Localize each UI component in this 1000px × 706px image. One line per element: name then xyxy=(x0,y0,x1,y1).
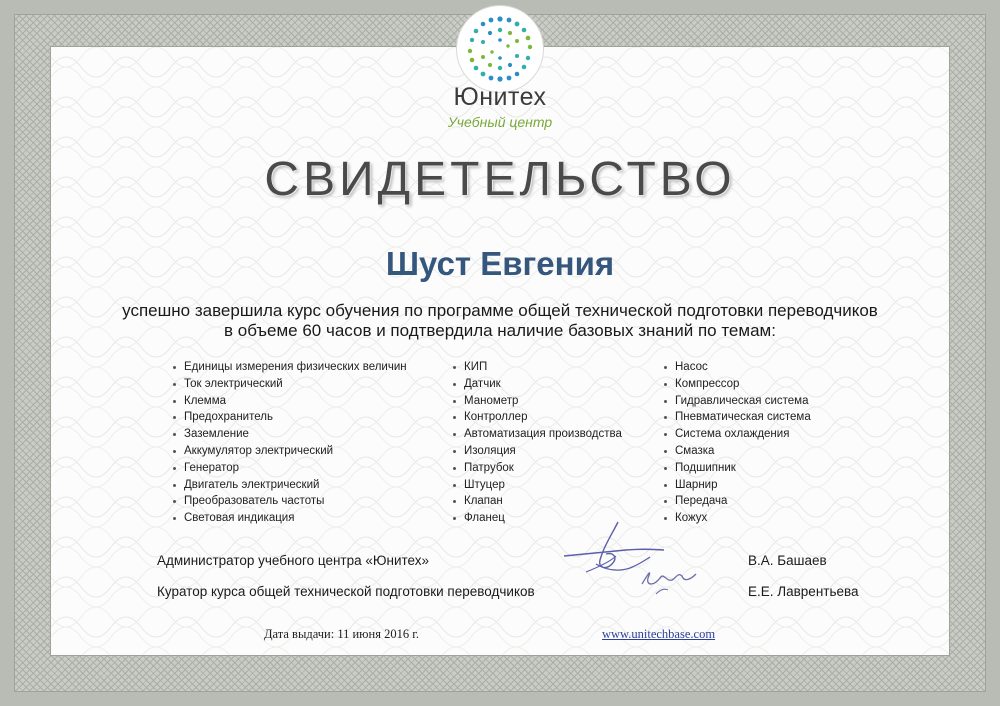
recipient-name: Шуст Евгения xyxy=(385,245,615,282)
signatory-name: Е.Е. Лаврентьева xyxy=(748,584,859,599)
topic-item: Изоляция xyxy=(453,443,622,460)
signatory-role: Куратор курса общей технической подготовки переводчиков xyxy=(157,584,535,599)
brand-subtitle: Учебный центр xyxy=(447,114,553,130)
brand-name: Юнитех xyxy=(453,83,547,111)
topic-item: Шарнир xyxy=(664,477,811,494)
topic-item: Подшипник xyxy=(664,460,811,477)
website-link[interactable]: www.unitechbase.com xyxy=(602,627,716,641)
topic-item: Кожух xyxy=(664,510,811,527)
topic-item: Смазка xyxy=(664,443,811,460)
signatory-name: В.А. Башаев xyxy=(748,553,827,568)
topic-item: Предохранитель xyxy=(173,409,407,426)
topic-item: Манометр xyxy=(453,393,622,410)
topic-item: Двигатель электрический xyxy=(173,477,407,494)
topic-item: Клемма xyxy=(173,393,407,410)
unitech-logo-icon xyxy=(462,11,538,87)
topic-item: Световая индикация xyxy=(173,510,407,527)
topic-item: Патрубок xyxy=(453,460,622,477)
topic-item: Единицы измерения физических величин xyxy=(173,359,407,376)
topic-item: Датчик xyxy=(453,376,622,393)
certificate-description xyxy=(80,301,920,341)
topic-item: Аккумулятор электрический xyxy=(173,443,407,460)
topic-item: Клапан xyxy=(453,493,622,510)
topic-item: Ток электрический xyxy=(173,376,407,393)
topic-item: Передача xyxy=(664,493,811,510)
topic-item: Пневматическая система xyxy=(664,409,811,426)
topic-item: Система охлаждения xyxy=(664,426,811,443)
topics-column-2 xyxy=(453,359,622,527)
topic-item: Генератор xyxy=(173,460,407,477)
topic-item: Заземление xyxy=(173,426,407,443)
topic-item: Штуцер xyxy=(453,477,622,494)
signatory-role: Администратор учебного центра «Юнитех» xyxy=(157,553,430,568)
topic-item: Компрессор xyxy=(664,376,811,393)
description-line: успешно завершила курс обучения по программе общей технической подготовки переводчиков xyxy=(122,301,878,320)
description-line: в объеме 60 часов и подтвердила наличие базовых знаний по темам: xyxy=(224,321,776,340)
topic-item: Насос xyxy=(664,359,811,376)
topic-item: Преобразователь частоты xyxy=(173,493,407,510)
topics-column-3 xyxy=(664,359,811,527)
topics-column-1 xyxy=(173,359,407,527)
handwritten-signature xyxy=(556,512,726,602)
topic-item: Контроллер xyxy=(453,409,622,426)
topic-item: КИП xyxy=(453,359,622,376)
issue-date: Дата выдачи: 11 июня 2016 г. xyxy=(264,627,420,641)
topic-item: Гидравлическая система xyxy=(664,393,811,410)
topic-item: Фланец xyxy=(453,510,622,527)
certificate-title: СВИДЕТЕЛЬСТВО xyxy=(264,153,736,206)
topic-item: Автоматизация производства xyxy=(453,426,622,443)
